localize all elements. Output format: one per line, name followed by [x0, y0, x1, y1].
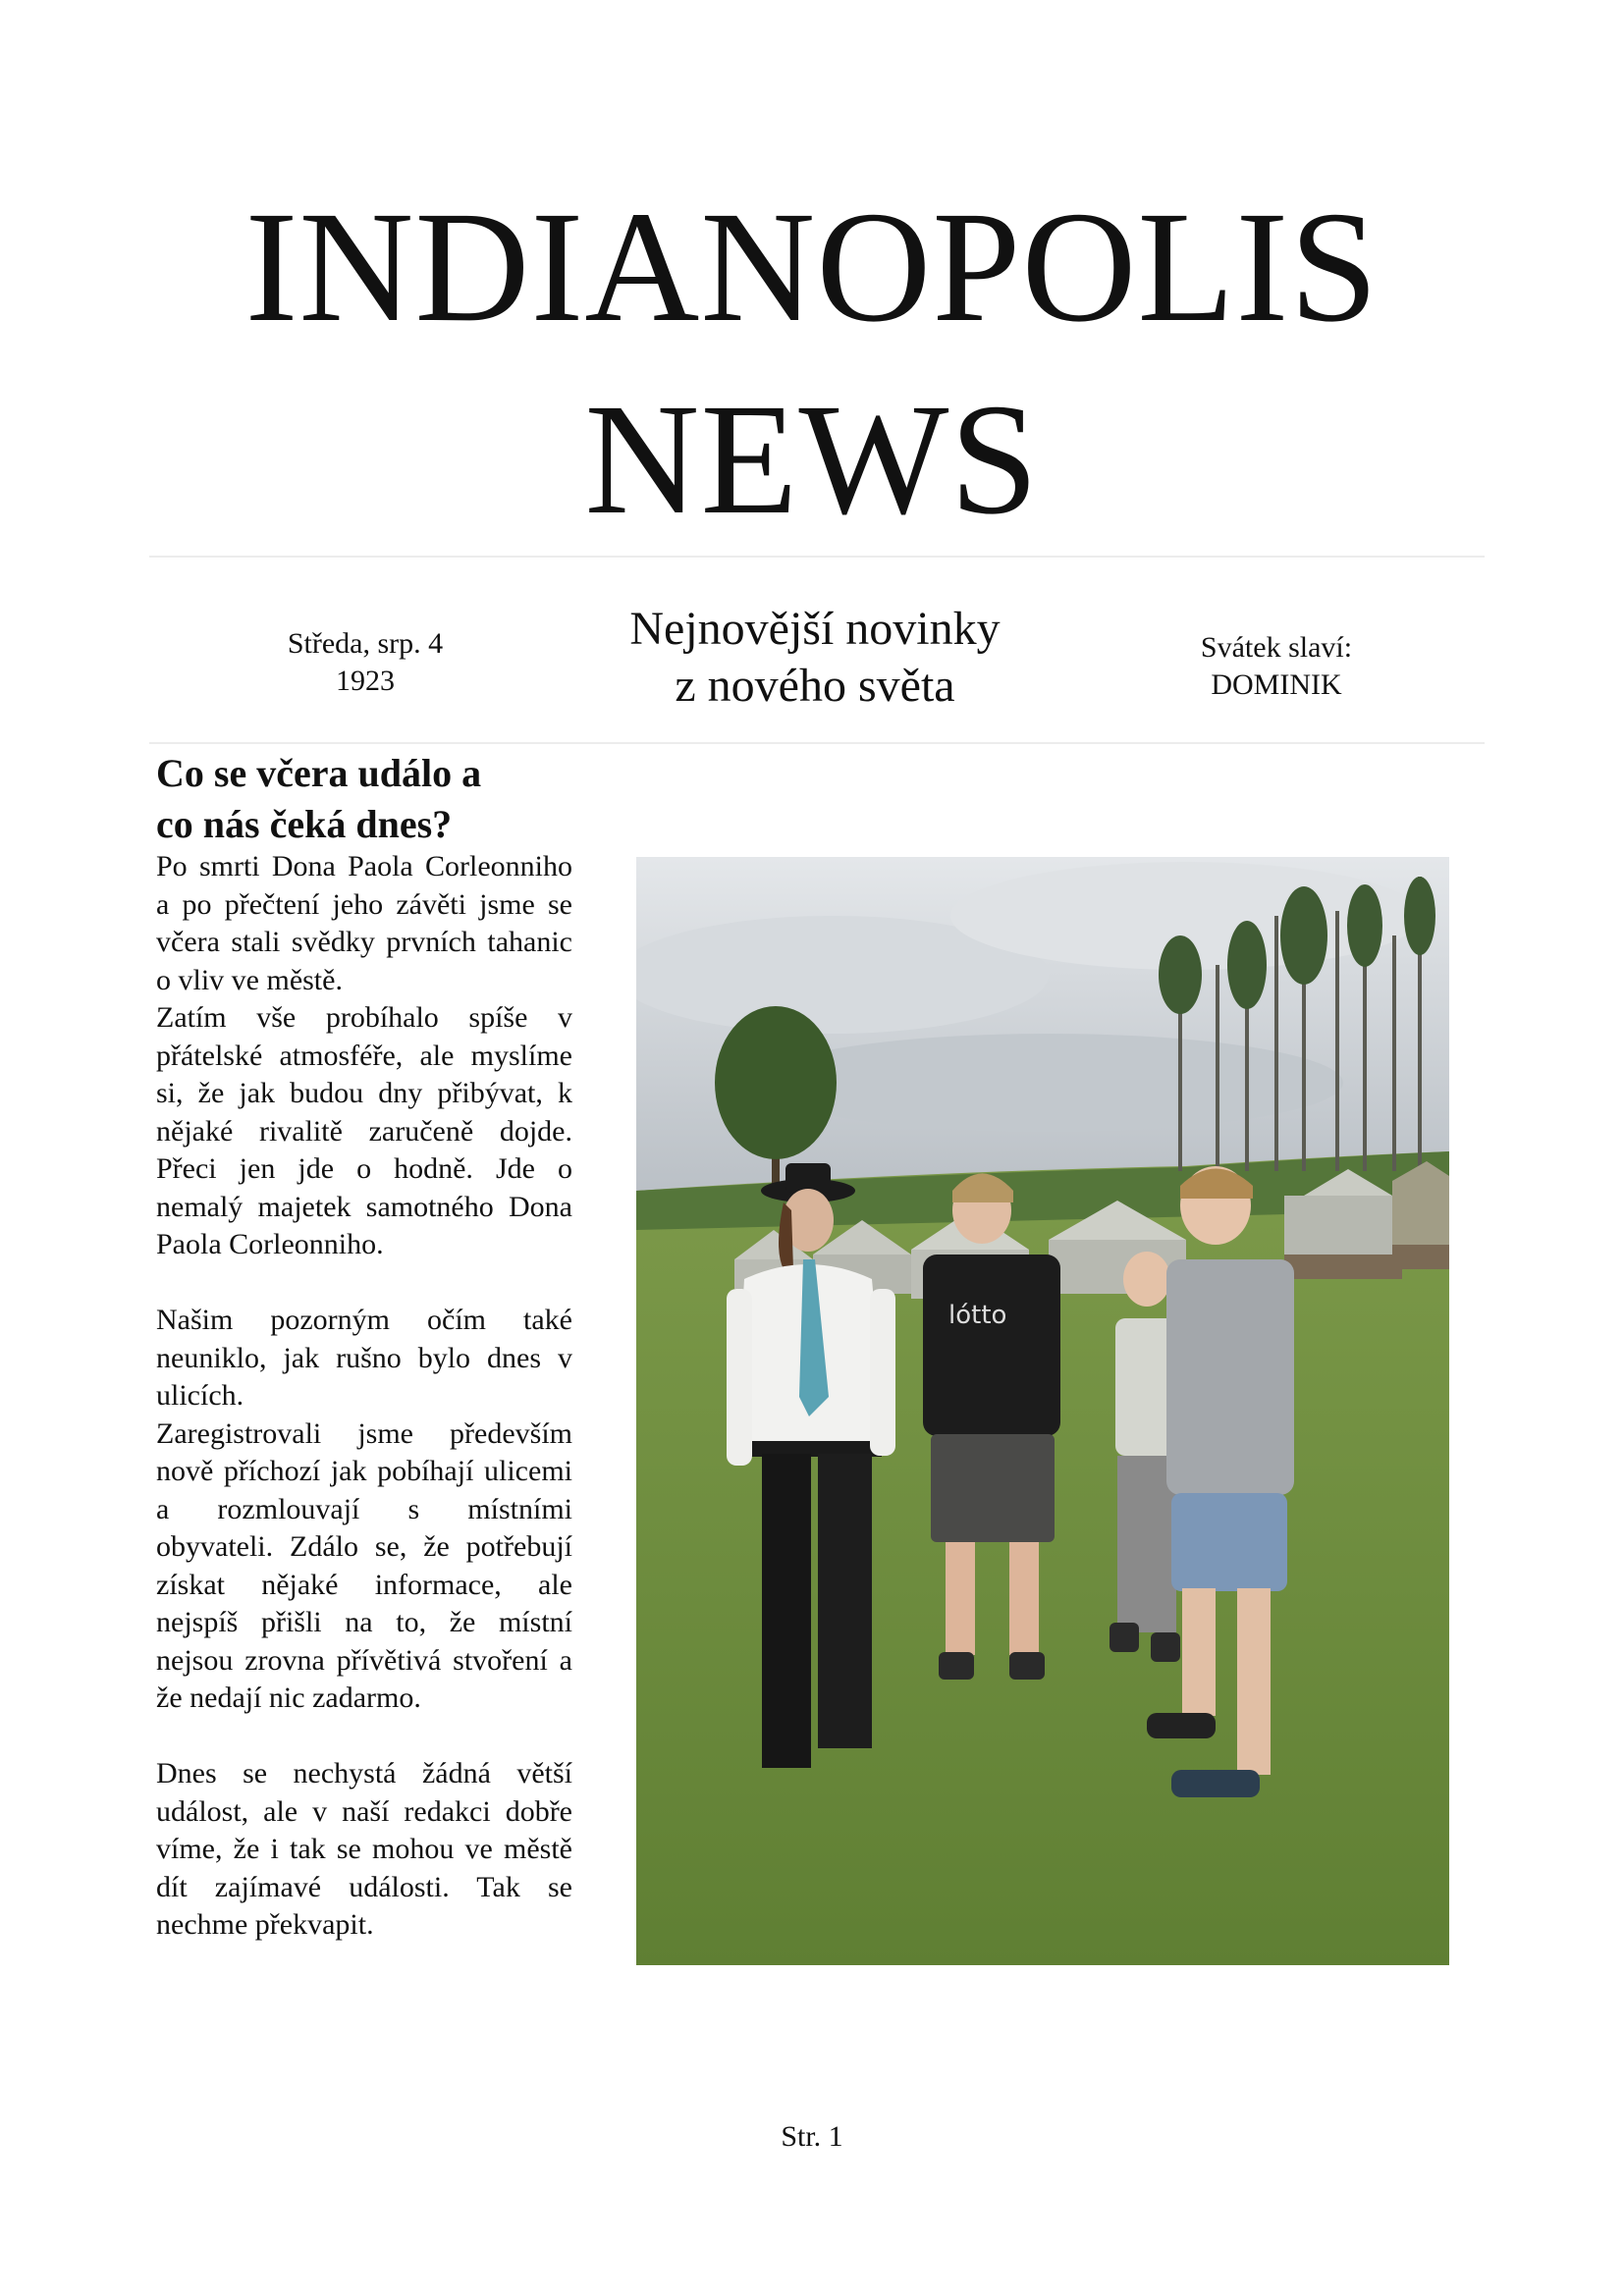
header-divider-top — [149, 556, 1485, 558]
headline-line-1: Co se včera událo a — [156, 751, 482, 795]
newspaper-masthead — [0, 172, 1624, 557]
issue-dateline — [218, 625, 513, 700]
nameday-box — [1129, 629, 1424, 704]
paragraph-gap — [156, 1264, 572, 1303]
article-paragraph: Dnes se nechystá žádná větší událost, ale v naší redakci dobře víme, že i tak se mohou ve městě dít zajímavé události. Tak se nechme překvapit. — [156, 1757, 572, 1941]
article-headline — [156, 748, 568, 850]
nameday-name: DOMINIK — [1211, 668, 1342, 701]
newspaper-tagline — [550, 601, 1080, 715]
camp-photo-illustration — [636, 857, 1449, 1965]
article-paragraph: Po smrti Dona Paola Corleonniho a po přečtení jeho závěti jsme se včera stali svědky prvních tahanic o vliv ve městě. — [156, 850, 572, 996]
header-divider-bottom — [149, 742, 1485, 744]
svg-text:lótto: lótto — [948, 1301, 1007, 1330]
headline-line-2: co nás čeká dnes? — [156, 802, 453, 846]
issue-date: Středa, srp. 4 — [287, 627, 444, 660]
issue-year: 1923 — [336, 665, 395, 697]
page-number: Str. 1 — [781, 2120, 843, 2153]
article-body — [156, 848, 572, 1945]
nameday-label: Svátek slaví: — [1200, 631, 1353, 664]
article-paragraph: Našim pozorným očím také neuniklo, jak rušno bylo dnes v ulicích. — [156, 1304, 572, 1412]
tagline-line-1: Nejnovější novinky — [629, 603, 1001, 655]
article-paragraph: Zaregistrovali jsme především nově příchozí jak pobíhají ulicemi a rozmlouvají s místními obyvateli. Zdálo se, že potřebují získat nějaké informace, ale nejspíš přišli na to, že místní nejsou zrovna přívětivá stvoření a že nedají nic zadarmo. — [156, 1416, 572, 1714]
cloud — [754, 1034, 1343, 1132]
masthead-title-line-2: NEWS — [584, 372, 1040, 548]
masthead-title-line-1: INDIANOPOLIS — [244, 180, 1380, 355]
article-paragraph: Zatím vše probíhalo spíše v přátelské atmosféře, ale myslíme si, že jak budou dny přibývat, k nějaké rivalitě zaručeně dojde. Přeci jen jde o hodně. Jde o nemalý majetek samotného Dona Paola Corleonniho. — [156, 1001, 572, 1260]
tree-crown — [715, 1006, 837, 1159]
paragraph-gap — [156, 1718, 572, 1756]
tagline-line-2: z nového světa — [675, 660, 955, 712]
article-photo — [636, 857, 1449, 1965]
